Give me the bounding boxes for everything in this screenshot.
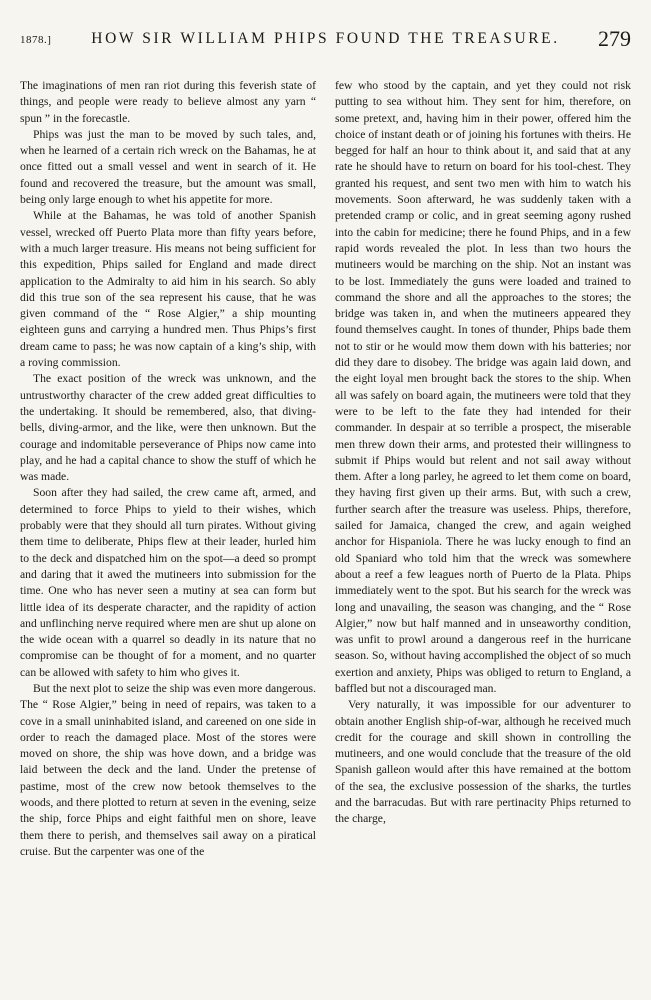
- right-column: [335, 78, 631, 990]
- paragraph: While at the Bahamas, he was told of another Spanish vessel, wrecked off Puerto Plata more than fifty years before, with a much larger treasure. His means not being sufficient for this expedition, Phips sailed for England and made direct application to the Admiralty to aid him in his search. So ably did this true son of the sea represent his cause, that he was given command of the “ Rose Algier,” a ship mounting eighteen guns and carrying a hundred men. Thus Phips’s first dream came to pass; he was now captain of a king’s ship, with a roving commission.: [20, 209, 316, 370]
- paragraph: Soon after they had sailed, the crew came aft, armed, and determined to force Phips to yield to their wishes, which probably were that they should all turn pirates. Without giving them time to deliberate, Phips flew at their leader, hurled him to the deck and dispatched him on the spot—a deed so prompt and daring that it awed the mutineers into submission for the time. One who has never seen a mutiny at sea can form but little idea of its desperate character, and the rapidity of action and unflinching nerve required where men are shut up alone on the wide ocean with a quarrel so deadly in its nature that no compromise can be thought of for a moment, and no quarter can be allowed with safety to him who gives it.: [20, 486, 316, 679]
- paragraph: The imaginations of men ran riot during this feverish state of things, and people were ready to believe almost any yarn “ spun ” in the forecastle.: [20, 79, 316, 125]
- header-year: 1878.]: [20, 34, 52, 46]
- paragraph: The exact position of the wreck was unknown, and the untrustworthy character of the crew added great difficulties to the undertaking. It should be remembered, also, that diving-bells, diving-armor, and the like, were then unknown. But the courage and indomitable perseverance of Phips now came into play, and he had a capital chance to show the stuff of which he was made.: [20, 372, 316, 484]
- paragraph: few who stood by the captain, and yet they could not risk putting to sea without him. They sent for him, therefore, on some pretext, and, having him in their power, offered him the choice of instant death or of joining his fortunes with theirs. He begged for half an hour to think about it, and said that at any rate he should have to return on board for his tool-chest. They granted his request, and sent two men with him to watch his movements. Soon afterward, he was suddenly taken with a pretended cramp or colic, and in great seeming agony rushed into the cabin for medicine; there he found Phips, and in a few rapid words revealed the plot. In less than two hours the mutineers would be marching on the ship. Not an instant was to be lost. Immediately the guns were loaded and trained to command the shore and all the approaches to the stores; the bridge was taken in, and when the mutineers appeared they found themselves caught. In tones of thunder, Phips bade them not to stir or he would mow them down with his batteries; nor did they dare to disobey. The bridge was again laid down, and the eight loyal men brought back the stores to the ship. When all was safely on board again, the mutineers were told that they were to be left to the fate they had intended for their commander. In despair at so terrible a prospect, the miserable men threw down their arms, and protested their willingness to submit if Phips would but relent and not sail away without them. After a long parley, he agreed to let them come on board, they having first given up their arms. But, with such a crew, further search after the treasure was useless. Phips, therefore, sailed for Jamaica, changed the crew, and again weighed anchor for Hispaniola. There he was lucky enough to find an old Spaniard who told him that the wreck was somewhere about a reef a few leagues north of Puerto de la Plata. Phips immediately went to the spot. But his search for the wreck was long and unavailing, the season was changing, and the “ Rose Algier,” now but half manned and in unseaworthy condition, was unfit to prowl around a dangerous reef in the hurricane season. So, without having accomplished the object of so much exertion and anxiety, Phips was obliged to return to England, a baffled but not a discouraged man.: [335, 79, 631, 695]
- paragraph: Very naturally, it was impossible for our adventurer to obtain another English ship-of-war, although he received much credit for the courage and skill shown in controlling the mutineers, and one would conclude that the treasure of the old Spanish galleon would after this have remained at the bottom of the sea, the exclusive possession of the sharks, the turtles and the barracudas. But with rare pertinacity Phips returned to the charge,: [335, 698, 631, 826]
- left-column: [20, 78, 316, 990]
- article-body: [20, 78, 631, 990]
- running-header: [20, 18, 631, 62]
- page-number: 279: [598, 26, 631, 51]
- paragraph: Phips was just the man to be moved by such tales, and, when he learned of a certain rich wreck on the Bahamas, he at once fitted out a small vessel and went in search of it. He found and recovered the treasure, but the amount was small, being only large enough to whet his appetite for more.: [20, 127, 316, 207]
- header-title: HOW SIR WILLIAM PHIPS FOUND THE TREASURE.: [91, 30, 560, 47]
- paragraph: But the next plot to seize the ship was even more dangerous. The “ Rose Algier,” being in need of repairs, was taken to a cove in a small uninhabited island, and careened on one side in order to reach the damaged place. Most of the stores were moved on shore, the ship was hove down, and a bridge was laid between the deck and the land. Under the pretense of pastime, most of the crew now betook themselves to the woods, and there plotted to return at seven in the evening, seize the ship, force Phips and eight faithful men on shore, leave them there to perish, and themselves sail away on a piratical cruise. But the carpenter was one of the: [20, 681, 316, 858]
